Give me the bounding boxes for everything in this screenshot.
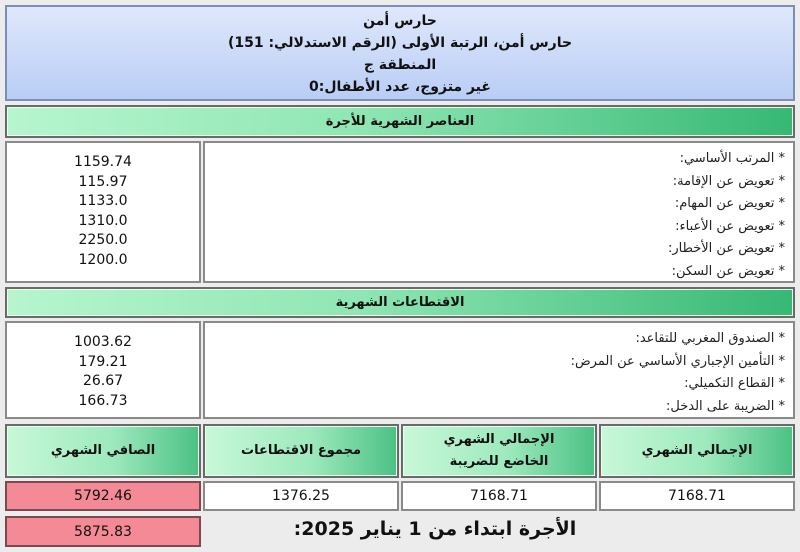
family-status: غير متزوج، عدد الأطفال:0 xyxy=(309,79,491,95)
earnings-label: * المرتب الأساسي: xyxy=(679,151,785,166)
total-deductions-value: 1376.25 xyxy=(203,481,399,511)
deductions-value: 26.67 xyxy=(82,373,124,389)
earnings-section-header xyxy=(5,105,795,138)
total-deductions-header xyxy=(203,424,399,478)
employee-header xyxy=(5,5,795,101)
deductions-label: * الصندوق المغربي للتقاعد: xyxy=(635,331,785,346)
deductions-title: الاقتطاعات الشهرية xyxy=(335,295,465,310)
earnings-label: * تعويض عن الأعباء: xyxy=(675,218,785,234)
new-salary-value: 5875.83 xyxy=(5,516,201,547)
zone: المنطقة ج xyxy=(363,57,437,73)
earnings-value: 1133.0 xyxy=(78,193,128,209)
taxable-header xyxy=(401,424,597,478)
deductions-value: 166.73 xyxy=(78,392,128,409)
earnings-label: * تعويض عن المهام: xyxy=(674,196,785,211)
earnings-labels-box xyxy=(203,141,795,283)
deductions-values-box xyxy=(5,321,201,419)
earnings-value: 1310.0 xyxy=(78,212,128,229)
net-header xyxy=(5,424,201,478)
deductions-label: * القطاع التكميلي: xyxy=(684,376,785,391)
net-value: 5792.46 xyxy=(5,481,201,511)
taxable-value: 7168.71 xyxy=(401,481,597,511)
earnings-label: * تعويض عن السكن: xyxy=(671,263,785,279)
deductions-value: 179.21 xyxy=(78,353,128,370)
earnings-label: * تعويض عن الأخطار: xyxy=(667,241,785,256)
deductions-label: * الضريبة على الدخل: xyxy=(666,398,785,414)
earnings-value: 115.97 xyxy=(78,173,128,190)
earnings-value: 2250.0 xyxy=(78,232,128,248)
gross-header-label: الإجمالي الشهري xyxy=(641,443,753,458)
new-salary-label: الأجرة ابتداء من 1 يناير 2025: xyxy=(293,518,577,540)
gross-value: 7168.71 xyxy=(599,481,795,511)
earnings-label: * تعويض عن الإقامة: xyxy=(672,173,785,189)
taxable-header-label: الإجمالي الشهري الخاضع للضريبة xyxy=(443,432,555,469)
gross-header xyxy=(599,424,795,478)
job-title: حارس أمن xyxy=(363,13,437,29)
deductions-section-header xyxy=(5,287,795,318)
deductions-value: 1003.62 xyxy=(74,334,132,350)
earnings-value: 1159.74 xyxy=(74,154,132,170)
net-header-label: الصافي الشهري xyxy=(50,443,156,458)
total-deductions-header-label: مجموع الاقتطاعات xyxy=(241,443,362,458)
earnings-value: 1200.0 xyxy=(78,251,128,268)
job-grade: حارس أمن، الرتبة الأولى (الرقم الاستدلالي: 151) xyxy=(227,35,573,51)
deductions-label: * التأمين الإجباري الأساسي عن المرض: xyxy=(570,353,785,369)
earnings-title: العناصر الشهرية للأجرة xyxy=(325,114,475,129)
deductions-labels-box xyxy=(203,321,795,419)
earnings-values-box xyxy=(5,141,201,283)
